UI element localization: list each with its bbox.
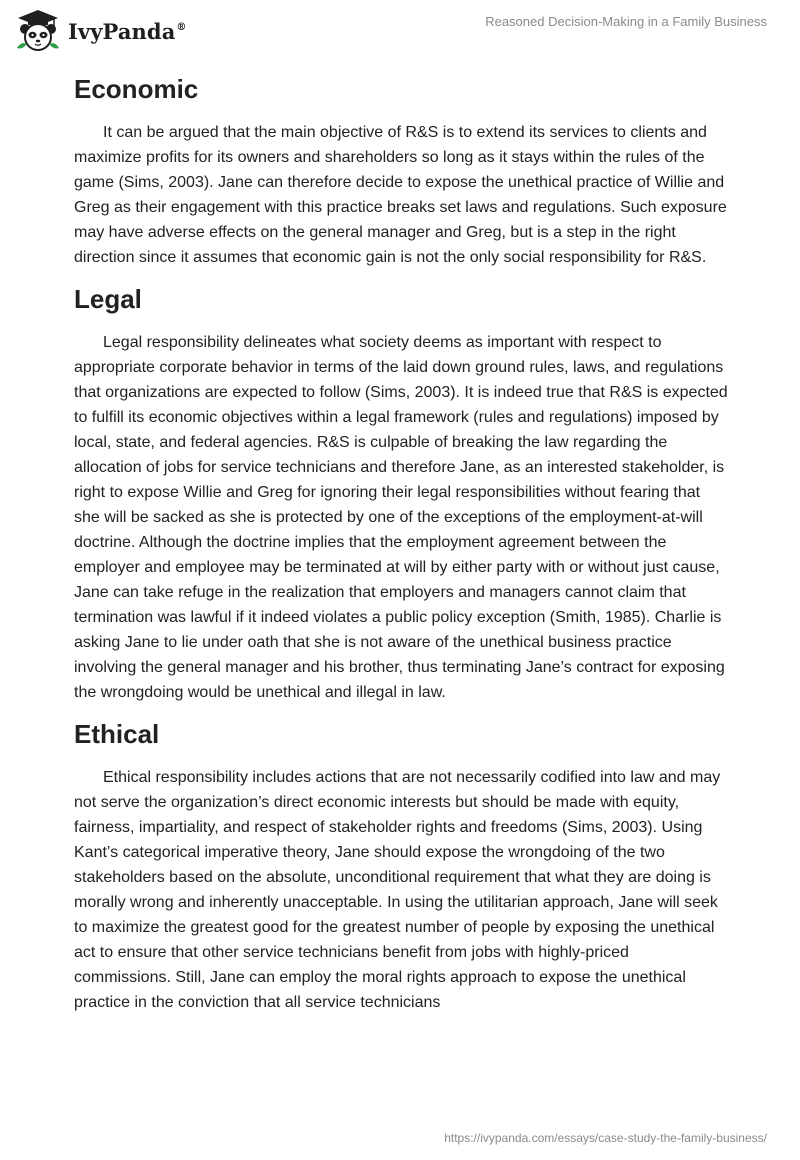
section-paragraph: It can be argued that the main objective of R&S is to extend its services to clients and maximize profits for its owners and shareholders so long as it stays within the rules of the game (Sims, 2003). Jane can therefore decide to expose the unethical practice of Willie and Greg as their engagement with this practice breaks set laws and regulations. Such exposure may have adverse effects on the general manager and Greg, but is a step in the right direction since it assumes that economic gain is not the only social responsibility for R&S. — [74, 124, 727, 266]
section-heading: Ethical — [74, 719, 160, 749]
source-url-link[interactable]: https://ivypanda.com/essays/case-study-the-family-business/ — [444, 1131, 767, 1145]
section-heading: Legal — [74, 284, 142, 314]
page-header — [0, 0, 800, 60]
section-heading: Economic — [74, 74, 199, 104]
section-legal — [74, 282, 728, 705]
section-paragraph: Ethical responsibility includes actions that are not necessarily codified into law and may not serve the organization’s direct economic interests but should be made with equity, fairness, impartiality, and respect of stakeholder rights and freedoms (Sims, 2003). Using Kant’s categorical imperative theory, Jane should expose the wrongdoing of the two stakeholders based on the absolute, unconditional requirement that what they are doing is morally wrong and inherently unacceptable. In using the utilitarian approach, Jane will seek to maximize the greatest good for the greatest number of people by exposing the unethical act to ensure that other service technicians benefit from jobs with highly-priced commissions. Still, Jane can employ the moral rights approach to expose the unethical practice in the conviction that all service technicians — [74, 769, 721, 1011]
ivypanda-logo[interactable] — [14, 8, 187, 52]
section-ethical — [74, 717, 728, 1015]
document-title: Reasoned Decision-Making in a Family Business — [485, 14, 767, 29]
essay-content — [74, 72, 728, 1015]
logo-wordmark: IvyPanda® — [68, 18, 187, 44]
section-paragraph: Legal responsibility delineates what society deems as important with respect to appropriate corporate behavior in terms of the laid down ground rules, laws, and regulations that organizations are expected to follow (Sims, 2003). It is indeed true that R&S is expected to fulfill its economic objectives within a legal framework (rules and regulations) imposed by local, state, and federal agencies. R&S is culpable of breaking the law regarding the allocation of jobs for service technicians and therefore Jane, as an interested stakeholder, is right to expose Willie and Greg for ignoring their legal responsibilities without fearing that she will be sacked as she is protected by one of the exceptions of the employment-at-will doctrine. Although the doctrine implies that the employment agreement between the employer and employee may be terminated at will by either party with or without just cause, Jane can take refuge in the realization that employers and managers cannot claim that termination was lawful if it indeed violates a public policy exception (Smith, 1985). Charlie is asking Jane to lie under oath that she is not aware of the unethical business practice involving the general manager and his brother, thus terminating Jane’s contract for exposing the wrongdoing would be unethical and illegal in law. — [74, 334, 728, 701]
section-economic — [74, 72, 728, 270]
panda-graduate-icon — [14, 8, 62, 52]
